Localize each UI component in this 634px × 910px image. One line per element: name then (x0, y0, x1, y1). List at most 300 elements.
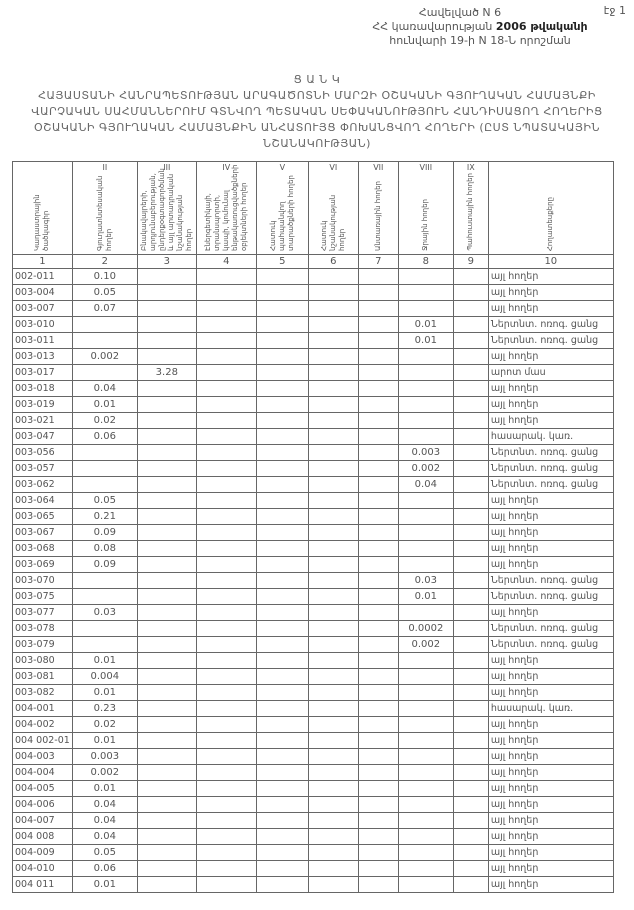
table-row (13, 509, 614, 525)
table-row (13, 765, 614, 781)
table-row (13, 845, 614, 861)
column-header (72, 162, 137, 255)
land-type-cell: այլ հողեր (488, 493, 613, 509)
area-cell (358, 637, 398, 653)
area-cell: 0.004 (72, 669, 137, 685)
table-row (13, 749, 614, 765)
area-cell (256, 573, 308, 589)
land-type-cell: Ներտնտ. ոռոգ. ցանց (488, 317, 613, 333)
area-cell (308, 733, 358, 749)
area-cell (453, 861, 488, 877)
area-cell (453, 829, 488, 845)
area-cell (256, 637, 308, 653)
annex-government (360, 20, 600, 33)
area-cell (358, 365, 398, 381)
area-cell (453, 317, 488, 333)
land-type-cell: Ներտնտ. ոռոգ. ցանց (488, 333, 613, 349)
table-row (13, 493, 614, 509)
area-cell (308, 365, 358, 381)
area-cell (453, 525, 488, 541)
column-label: Հատուկ նշանակության հողեր (319, 194, 346, 251)
area-cell (358, 317, 398, 333)
area-cell (398, 749, 453, 765)
area-cell (358, 557, 398, 573)
area-cell (308, 301, 358, 317)
area-cell (358, 589, 398, 605)
area-cell (72, 365, 137, 381)
area-cell (256, 445, 308, 461)
area-cell (196, 493, 256, 509)
area-cell (196, 589, 256, 605)
area-cell (398, 797, 453, 813)
area-cell (398, 685, 453, 701)
table-row (13, 365, 614, 381)
area-cell (196, 461, 256, 477)
area-cell (256, 413, 308, 429)
area-cell (196, 701, 256, 717)
land-type-cell: Ներտնտ. ոռոգ. ցանց (488, 461, 613, 477)
area-cell (72, 621, 137, 637)
area-cell (453, 621, 488, 637)
area-cell (196, 349, 256, 365)
area-cell (256, 685, 308, 701)
area-cell (453, 445, 488, 461)
annex-number: Հավելված N 6 (418, 6, 502, 19)
land-type-cell: Ներտնտ. ոռոգ. ցանց (488, 573, 613, 589)
column-number: 1 (13, 255, 73, 269)
table-row (13, 605, 614, 621)
area-cell (453, 669, 488, 685)
area-cell (358, 605, 398, 621)
area-cell (358, 621, 398, 637)
area-cell (398, 541, 453, 557)
area-cell (196, 797, 256, 813)
land-type-cell: այլ հողեր (488, 509, 613, 525)
area-cell: 0.002 (398, 461, 453, 477)
area-cell (308, 637, 358, 653)
table-row (13, 397, 614, 413)
area-cell (308, 829, 358, 845)
area-cell (137, 829, 196, 845)
cadastral-code-cell: 003-077 (13, 605, 73, 621)
area-cell (196, 733, 256, 749)
area-cell (137, 333, 196, 349)
area-cell (196, 765, 256, 781)
cadastral-code-cell: 002-011 (13, 269, 73, 285)
cadastral-code-cell: 003-019 (13, 397, 73, 413)
area-cell (308, 285, 358, 301)
area-cell (453, 285, 488, 301)
cadastral-code-cell: 004-007 (13, 813, 73, 829)
table-row (13, 557, 614, 573)
area-cell (308, 557, 358, 573)
area-cell (358, 413, 398, 429)
area-cell (308, 397, 358, 413)
column-number: 4 (196, 255, 256, 269)
annex-government-text: ՀՀ կառավարության (372, 20, 493, 33)
area-cell (256, 477, 308, 493)
area-cell (453, 413, 488, 429)
area-cell (398, 525, 453, 541)
area-cell (358, 381, 398, 397)
area-cell: 0.01 (398, 317, 453, 333)
area-cell (453, 717, 488, 733)
area-cell: 0.01 (72, 877, 137, 893)
area-cell (398, 509, 453, 525)
area-cell (137, 749, 196, 765)
cadastral-code-cell: 003-017 (13, 365, 73, 381)
area-cell: 0.02 (72, 413, 137, 429)
area-cell (196, 781, 256, 797)
land-type-cell: այլ հողեր (488, 733, 613, 749)
column-number: 6 (308, 255, 358, 269)
area-cell (358, 845, 398, 861)
area-cell (453, 701, 488, 717)
area-cell: 0.0002 (398, 621, 453, 637)
area-cell (137, 477, 196, 493)
area-cell (308, 381, 358, 397)
land-type-cell: այլ հողեր (488, 413, 613, 429)
area-cell (358, 653, 398, 669)
area-cell: 0.01 (398, 589, 453, 605)
column-header (358, 162, 398, 255)
cadastral-code-cell: 003-068 (13, 541, 73, 557)
area-cell (137, 685, 196, 701)
area-cell (196, 301, 256, 317)
area-cell: 0.05 (72, 285, 137, 301)
area-cell (137, 605, 196, 621)
area-cell (308, 685, 358, 701)
land-type-cell: այլ հողեր (488, 653, 613, 669)
table-row (13, 733, 614, 749)
column-number: 9 (453, 255, 488, 269)
area-cell (358, 445, 398, 461)
table-row (13, 333, 614, 349)
area-cell (398, 493, 453, 509)
area-cell (358, 349, 398, 365)
area-cell (453, 781, 488, 797)
area-cell (308, 541, 358, 557)
area-cell (256, 829, 308, 845)
area-cell (453, 557, 488, 573)
area-cell (358, 285, 398, 301)
area-cell (358, 781, 398, 797)
area-cell (398, 813, 453, 829)
area-cell (453, 301, 488, 317)
area-cell (358, 765, 398, 781)
land-type-cell: այլ հողեր (488, 669, 613, 685)
area-cell (196, 749, 256, 765)
cadastral-code-cell: 003-070 (13, 573, 73, 589)
area-cell (256, 861, 308, 877)
area-cell (358, 685, 398, 701)
area-cell: 0.04 (398, 477, 453, 493)
area-cell (358, 525, 398, 541)
area-cell (308, 429, 358, 445)
area-cell (308, 797, 358, 813)
area-cell (453, 381, 488, 397)
column-number: 8 (398, 255, 453, 269)
cadastral-code-cell: 003-069 (13, 557, 73, 573)
column-roman-numeral: II (102, 163, 108, 172)
area-cell (196, 381, 256, 397)
area-cell (453, 493, 488, 509)
area-cell: 0.23 (72, 701, 137, 717)
area-cell: 0.03 (398, 573, 453, 589)
area-cell (72, 589, 137, 605)
cadastral-code-cell: 003-079 (13, 637, 73, 653)
area-cell: 0.21 (72, 509, 137, 525)
area-cell (196, 669, 256, 685)
column-roman-numeral: VIII (419, 163, 433, 172)
area-cell (196, 269, 256, 285)
area-cell (137, 445, 196, 461)
area-cell (358, 733, 398, 749)
area-cell (398, 765, 453, 781)
land-type-cell: այլ հողեր (488, 813, 613, 829)
area-cell (137, 397, 196, 413)
area-cell (256, 493, 308, 509)
area-cell (398, 301, 453, 317)
land-type-cell: այլ հողեր (488, 797, 613, 813)
area-cell (196, 621, 256, 637)
area-cell (453, 797, 488, 813)
land-type-cell: այլ հողեր (488, 541, 613, 557)
area-cell (137, 285, 196, 301)
area-cell (308, 525, 358, 541)
page-number: էջ 1 (603, 4, 626, 17)
column-label: Էներգետիկայի, տրանսպորտի, կապի, կոմունալ ենթակառուցվածքների օբյեկտների հողեր (203, 164, 248, 251)
area-cell (256, 749, 308, 765)
area-cell (453, 541, 488, 557)
cadastral-code-cell: 003-082 (13, 685, 73, 701)
land-type-cell: այլ հողեր (488, 877, 613, 893)
area-cell (196, 477, 256, 493)
land-type-cell: այլ հողեր (488, 285, 613, 301)
cadastral-code-cell: 003-021 (13, 413, 73, 429)
area-cell (453, 269, 488, 285)
land-type-cell: այլ հողեր (488, 829, 613, 845)
land-type-cell: այլ հողեր (488, 717, 613, 733)
area-cell: 0.04 (72, 813, 137, 829)
area-cell (453, 573, 488, 589)
area-cell (358, 461, 398, 477)
table-row (13, 861, 614, 877)
area-cell (398, 605, 453, 621)
land-type-cell: այլ հողեր (488, 269, 613, 285)
area-cell (358, 717, 398, 733)
area-cell (137, 525, 196, 541)
area-cell: 0.01 (72, 653, 137, 669)
area-cell (308, 813, 358, 829)
area-cell (72, 317, 137, 333)
annex-decision: հունվարի 19-ի N 18-Ն որոշման (389, 34, 571, 47)
cadastral-code-cell: 004-004 (13, 765, 73, 781)
column-label: Հատուկ պահպանվող տարածքների հողեր (268, 175, 295, 251)
column-label: Պահուստային հողեր (466, 173, 475, 251)
cadastral-code-cell: 003-057 (13, 461, 73, 477)
column-roman-numeral: V (279, 163, 286, 172)
area-cell (453, 765, 488, 781)
area-cell (137, 861, 196, 877)
cadastral-code-cell: 004 002-01 (13, 733, 73, 749)
area-cell (308, 845, 358, 861)
area-cell (137, 877, 196, 893)
area-cell: 0.01 (72, 685, 137, 701)
area-cell (398, 653, 453, 669)
area-cell (137, 765, 196, 781)
area-cell (308, 877, 358, 893)
area-cell (256, 381, 308, 397)
area-cell (196, 653, 256, 669)
area-cell (137, 797, 196, 813)
cadastral-code-cell: 004-005 (13, 781, 73, 797)
area-cell (453, 477, 488, 493)
area-cell (398, 669, 453, 685)
area-cell (137, 381, 196, 397)
column-number: 2 (72, 255, 137, 269)
area-cell (308, 477, 358, 493)
column-number: 5 (256, 255, 308, 269)
area-cell (137, 269, 196, 285)
table-row (13, 589, 614, 605)
column-roman-numeral: IV (222, 163, 231, 172)
table-row (13, 797, 614, 813)
column-header (308, 162, 358, 255)
cadastral-code-cell: 003-056 (13, 445, 73, 461)
table-row (13, 477, 614, 493)
column-number: 3 (137, 255, 196, 269)
area-cell (137, 669, 196, 685)
area-cell (398, 269, 453, 285)
area-cell (196, 317, 256, 333)
land-type-cell: այլ հողեր (488, 525, 613, 541)
area-cell (256, 301, 308, 317)
table-row (13, 317, 614, 333)
table-row (13, 445, 614, 461)
cadastral-code-cell: 004 008 (13, 829, 73, 845)
area-cell: 0.04 (72, 829, 137, 845)
area-cell (256, 269, 308, 285)
column-header (256, 162, 308, 255)
area-cell: 0.08 (72, 541, 137, 557)
column-label: Կադաստրային ծածկագիր (33, 194, 51, 251)
area-cell (453, 877, 488, 893)
area-cell (196, 573, 256, 589)
area-cell: 0.01 (72, 733, 137, 749)
area-cell (137, 573, 196, 589)
area-cell (308, 781, 358, 797)
area-cell (398, 861, 453, 877)
area-cell: 0.09 (72, 557, 137, 573)
area-cell (72, 573, 137, 589)
area-cell (72, 637, 137, 653)
area-cell (308, 589, 358, 605)
area-cell (196, 413, 256, 429)
table-row (13, 413, 614, 429)
area-cell: 0.01 (72, 397, 137, 413)
column-roman-numeral: VII (373, 163, 384, 172)
area-cell (308, 701, 358, 717)
area-cell (358, 829, 398, 845)
cadastral-code-cell: 003-064 (13, 493, 73, 509)
area-cell (398, 365, 453, 381)
area-cell (453, 653, 488, 669)
area-cell (196, 397, 256, 413)
area-cell (256, 845, 308, 861)
table-row (13, 621, 614, 637)
land-type-cell: այլ հողեր (488, 397, 613, 413)
area-cell (137, 733, 196, 749)
cadastral-code-cell: 004-009 (13, 845, 73, 861)
table-row (13, 813, 614, 829)
area-cell (137, 509, 196, 525)
area-cell (358, 877, 398, 893)
area-cell (196, 877, 256, 893)
area-cell (137, 813, 196, 829)
area-cell (196, 429, 256, 445)
column-header (398, 162, 453, 255)
area-cell (137, 845, 196, 861)
area-cell (72, 445, 137, 461)
area-cell (72, 461, 137, 477)
column-number-row (13, 255, 614, 269)
area-cell (137, 781, 196, 797)
column-number: 10 (488, 255, 613, 269)
area-cell (137, 557, 196, 573)
table-row (13, 573, 614, 589)
area-cell: 0.06 (72, 429, 137, 445)
column-header (196, 162, 256, 255)
area-cell (256, 733, 308, 749)
area-cell (256, 349, 308, 365)
cadastral-code-cell: 003-078 (13, 621, 73, 637)
area-cell: 0.07 (72, 301, 137, 317)
area-cell (398, 701, 453, 717)
area-cell (196, 717, 256, 733)
area-cell (256, 701, 308, 717)
area-cell: 0.002 (72, 349, 137, 365)
area-cell (358, 397, 398, 413)
area-cell (398, 781, 453, 797)
area-cell (398, 397, 453, 413)
area-cell (398, 557, 453, 573)
area-cell (308, 669, 358, 685)
area-cell (256, 813, 308, 829)
table-row (13, 877, 614, 893)
area-cell: 0.06 (72, 861, 137, 877)
area-cell (358, 669, 398, 685)
column-roman-numeral: III (163, 163, 171, 172)
area-cell: 0.003 (72, 749, 137, 765)
area-cell (137, 701, 196, 717)
area-cell (453, 685, 488, 701)
cadastral-code-cell: 003-010 (13, 317, 73, 333)
table-row (13, 829, 614, 845)
cadastral-code-cell: 004-002 (13, 717, 73, 733)
area-cell (358, 797, 398, 813)
area-cell (256, 781, 308, 797)
area-cell (453, 509, 488, 525)
area-cell (398, 733, 453, 749)
land-table (12, 161, 614, 893)
table-header-row (13, 162, 614, 255)
area-cell (256, 653, 308, 669)
area-cell (358, 701, 398, 717)
cadastral-code-cell: 003-004 (13, 285, 73, 301)
land-type-cell: այլ հողեր (488, 749, 613, 765)
land-type-cell: այլ հողեր (488, 861, 613, 877)
